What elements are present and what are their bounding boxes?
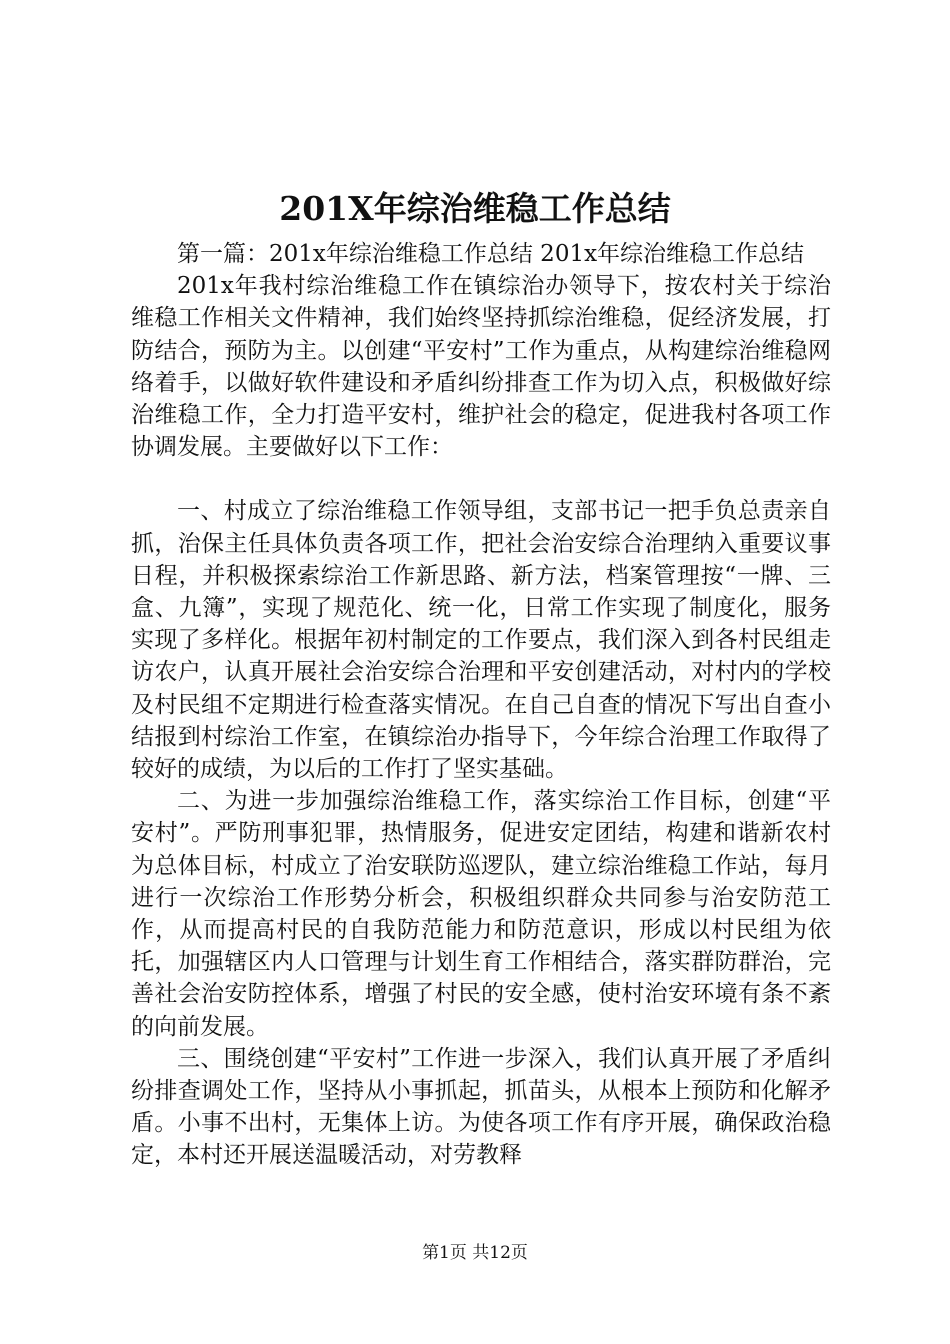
paragraph-section-three: 三、围绕创建“平安村”工作进一步深入，我们认真开展了矛盾纠纷排查调处工作，坚持从小事抓起，抓苗头，从根本上预防和化解矛盾。小事不出村，无集体上访。为使各项工作有序开展，确保政治稳定，本村还开展送温暖活动，对劳教释 [131,1045,831,1169]
document-body [131,238,831,1172]
paragraph-intro: 第一篇：201x年综治维稳工作总结 201x年综治维稳工作总结 [177,241,805,267]
paragraph-overview: 201x年我村综治维稳工作在镇综治办领导下，按农村关于综治维稳工作相关文件精神，我们始终坚持抓综治维稳，促经济发展，打防结合，预防为主。以创建“平安村”工作为重点，从构建综治维稳网络着手，以做好软件建设和矛盾纠纷排查工作为切入点，积极做好综治维稳工作，全力打造平安村，维护社会的稳定，促进我村各项工作协调发展。主要做好以下工作： [131,273,831,461]
paragraph-section-one: 一、村成立了综治维稳工作领导组，支部书记一把手负总责亲自抓，治保主任具体负责各项工作，把社会治安综合治理纳入重要议事日程，并积极探索综治工作新思路、新方法，档案管理按“一牌、三盒、九簿”，实现了规范化、统一化，日常工作实现了制度化，服务实现了多样化。根据年初村制定的工作要点，我们深入到各村民组走访农户，认真开展社会治安综合治理和平安创建活动，对村内的学校及村民组不定期进行检查落实情况。在自己自查的情况下写出自查小结报到村综治工作室，在镇综治办指导下，今年综合治理工作取得了较好的成绩，为以后的工作打了坚实基础。 [131,498,831,783]
paragraph-spacer [131,463,831,495]
paragraph-section-two: 二、为进一步加强综治维稳工作，落实综治工作目标，创建“平安村”。严防刑事犯罪，热情服务，促进安定团结，构建和谐新农村为总体目标，村成立了治安联防巡逻队，建立综治维稳工作站，每月进行一次综治工作形势分析会，积极组织群众共同参与治安防范工作，从而提高村民的自我防范能力和防范意识，形成以村民组为依托，加强辖区内人口管理与计划生育工作相结合，落实群防群治，完善社会治安防控体系，增强了村民的安全感，使村治安环境有条不紊的向前发展。 [131,788,831,1040]
document-title: 201X年综治维稳工作总结 [279,189,671,228]
page-number-footer: 第1页 共12页 [422,1243,528,1263]
